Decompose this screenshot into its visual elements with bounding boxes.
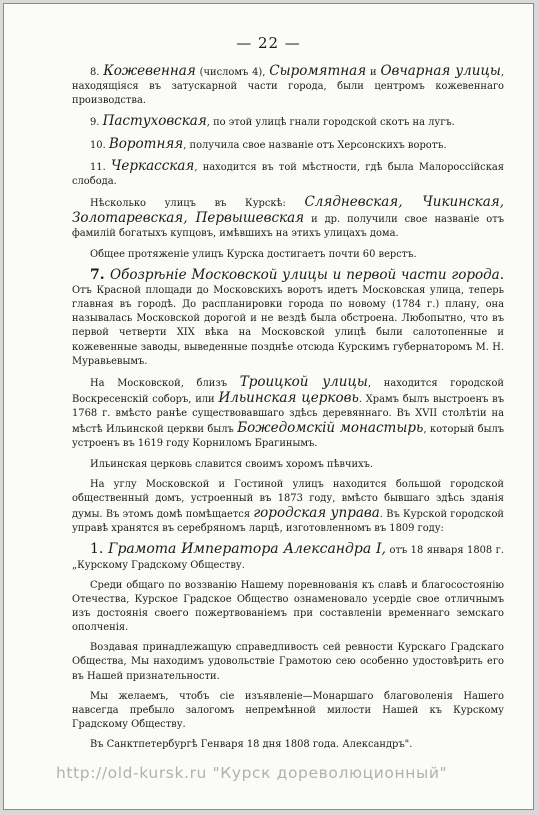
text-run: , который былъ устроенъ въ 1619 году Корниломъ Брагинымъ. [72,424,505,450]
charter-paragraph-2 [72,641,504,683]
street-name: Овчарная улицы [380,63,501,79]
text-run: Въ Санктпетербургѣ Генваря 18 дня 1808 года. Александръ". [90,739,413,751]
section-number: 7. [90,266,111,283]
charter-signature [72,738,504,752]
street-name: Кожевенная [103,63,196,79]
text-run: и [366,67,381,78]
text-run: , получила свое названіе отъ Херсонскихъ воротъ. [183,139,447,151]
street-name: Сыромятная [269,63,367,79]
item-number: 11. [90,161,111,173]
street-names: Слядневская, Чикинская, Золотаревская, Первышевская [72,194,505,227]
text-run: Ильинская церковь славится своимъ хоромъ пѣвчихъ. [90,458,374,470]
item-number: 10. [90,139,109,151]
item-number: 1. [90,541,109,558]
charter-heading [72,542,504,572]
text-run: , по этой улицѣ гнали городской скотъ на лугъ. [206,117,455,129]
text-run: На Московской, близъ [90,377,240,389]
text-run: (числомъ 4), [195,67,270,78]
church-name: Ильинская церковь [218,389,359,406]
text-run: Воздавая принадлежащую справедливость сей ревности Курскаго Градскаго Общества, Мы находимъ удовольствіе Грамотою сею особенно удостовѣрить его въ Нашей признательности. [72,642,504,682]
text-run: Общее протяженіе улицъ Курска достигаетъ почти 60 верстъ. [90,248,417,260]
text-run: . Храмъ былъ выстроенъ въ 1768 г. вмѣсто ранѣе существовавшаго здѣсь деревяннаго. Въ XVII столѣтіи на мѣстѣ Ильинской церкви былъ [72,393,505,436]
street-name: Воротняя [108,135,184,152]
text-run: . Въ Курской городской управѣ хранятся въ серебряномъ ларцѣ, изготовленномъ въ 1809 году: [72,509,504,535]
text-run: Среди общаго по воззванію Нашему поревнованія къ славѣ и благосостоянію Отечества, Курское Градское Общество ознаменовало усердіе свое отличнымъ изъ достоянія своего пожертвованіемъ при составленіи временнаго земскаго ополченія. [72,579,504,634]
section-7 [72,268,504,369]
text-run: На углу Московской и Гостиной улицъ находится большой городской общественный домъ, устроенный въ 1873 году, вмѣсто бывшаго здѣсь зданія думы. Въ этомъ домѣ помѣщается [72,478,504,521]
town-council-name: городская управа [253,505,380,522]
monastery-name: Божедомскій монастырь [237,420,424,437]
street-name: Троицкой улицы [239,373,368,390]
book-page [3,3,534,810]
paragraph-church [72,375,504,452]
street-name: Пастуховская [102,113,207,130]
section-title: Обозрѣніе Московской улицы и первой части города. [110,266,504,283]
item-number: 9. [90,117,103,129]
page-body [72,64,504,752]
item-number: 8. [90,67,104,78]
paragraph-8 [72,64,504,108]
paragraph-11 [72,159,504,189]
site-watermark: http://old-kursk.ru "Курск дореволюционный" [56,764,448,782]
text-run: , находящіяся въ затускарной части города, были центромъ кожевеннаго производства. [72,67,504,107]
paragraph-10 [72,137,504,153]
paragraph-9 [72,114,504,130]
text-run: Отъ Красной площади до Московскихъ воротъ идетъ Московская улица, теперь главная въ городѣ. До распланировки города по новому (1784 г.) плану, она называлась Московской дорогой и не вездѣ была обстроена. Любопытно, что въ первой четверти XIX вѣка на Московской улицѣ были салотопенные и кожевенные заводы, выведенные позднѣе отсюда Курскимъ губернаторомъ М. Н. Муравьевымъ. [72,284,504,367]
page-number: — 22 — [236,34,301,52]
charter-paragraph-1 [72,579,504,636]
street-name: Черкасская [110,157,195,174]
paragraph-merchants [72,195,504,241]
text-run: и др. получили свое названіе отъ фамилій богатыхъ купцовъ, имѣвшихъ на этихъ улицахъ дома. [72,214,504,240]
text-run: отъ 18 января 1808 г. „Курскому Градскому Обществу. [72,545,504,571]
text-run: , находится городской Воскресенскій соборъ, или [72,377,504,405]
paragraph-choir [72,458,504,472]
charter-paragraph-3 [72,690,504,732]
text-run: Нѣсколько улицъ въ Курскѣ: [90,198,305,210]
text-run: , находится въ той мѣстности, гдѣ была Малороссійская слобода. [72,161,504,187]
text-run: Мы желаемъ, чтобъ сіе изъявленіе—Монаршаго благоволенія Нашего навсегда пребыло залогомъ непремѣнной милости Нашей къ Курскому Градскому Обществу. [72,690,504,731]
paragraph-town-hall [72,478,504,537]
paragraph-length [72,248,504,262]
charter-title: Грамота Императора Александра I, [108,541,386,558]
